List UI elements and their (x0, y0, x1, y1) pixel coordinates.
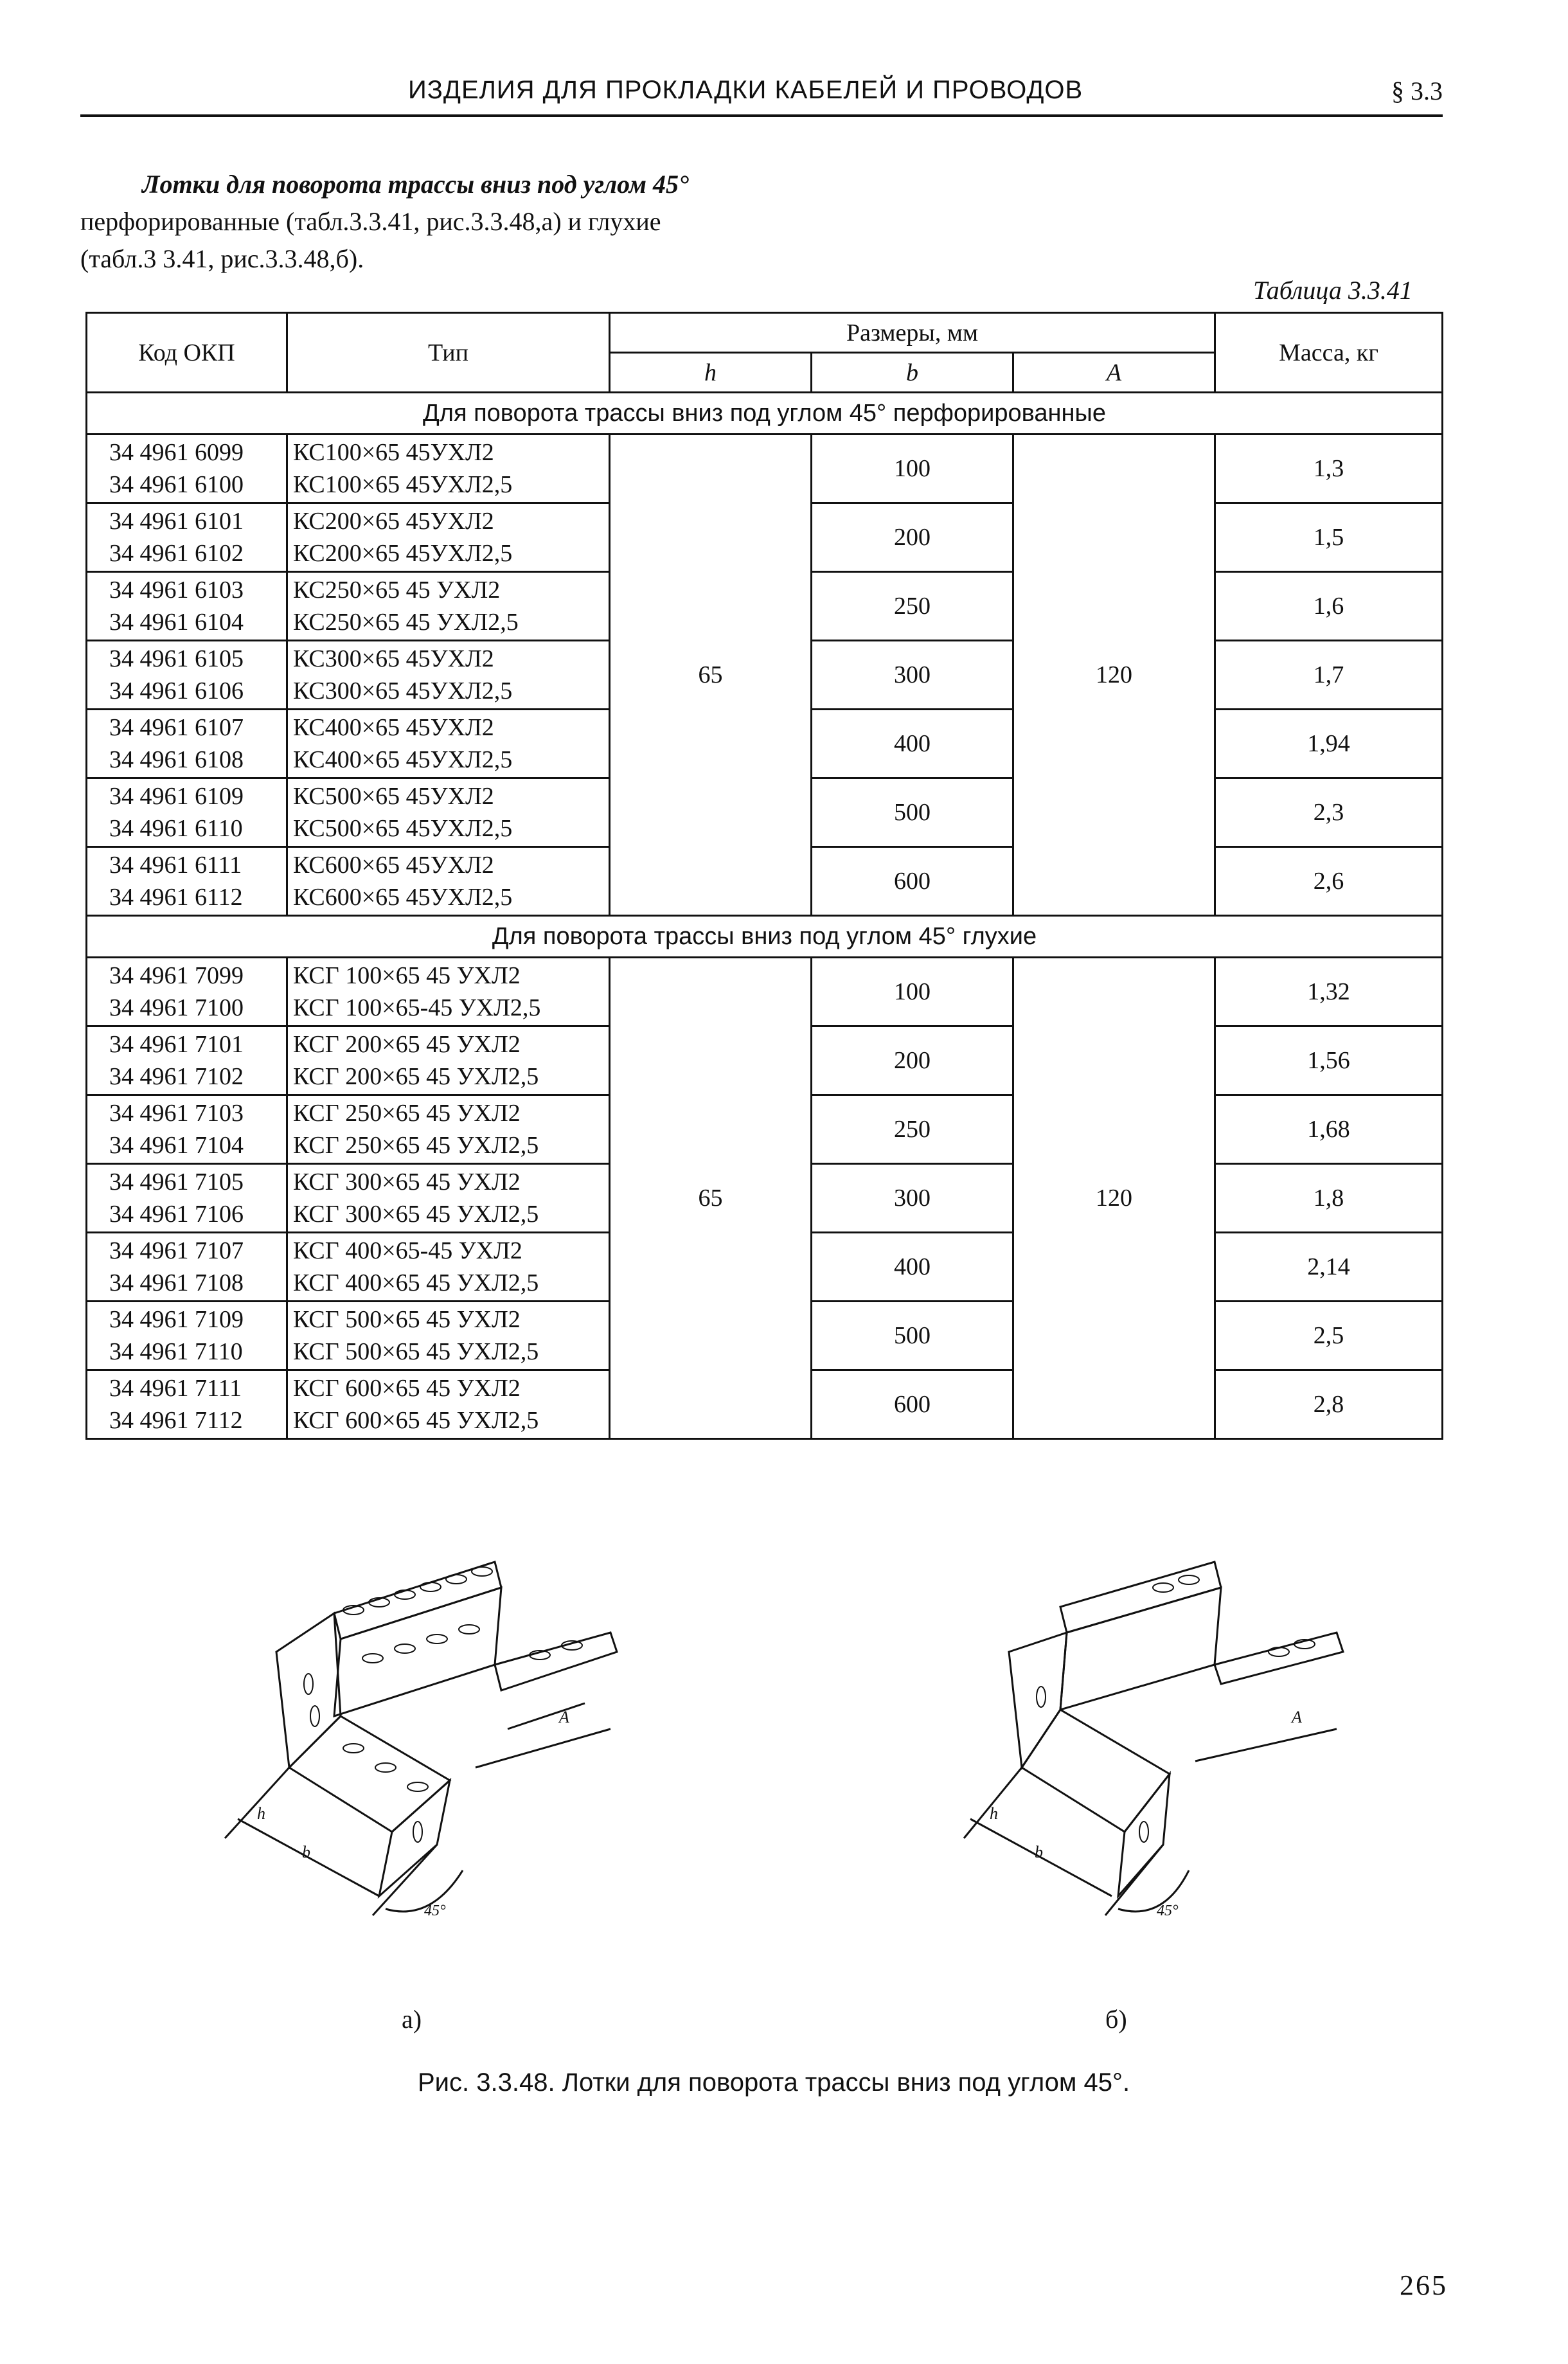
dim-b-value: 600 (812, 847, 1013, 916)
okp-code: 34 4961 6101 (109, 508, 244, 535)
okp-code-cell (87, 958, 287, 1026)
solid-tray-drawing (964, 1562, 1343, 1919)
dim-b-value: 100 (812, 958, 1013, 1026)
section-row (87, 393, 1443, 434)
type-cell (287, 1302, 610, 1370)
header-dims: Размеры, мм (610, 313, 1215, 353)
dim-b-value: 500 (812, 778, 1013, 847)
dim-b-value: 500 (812, 1302, 1013, 1370)
okp-code: 34 4961 6099 (109, 439, 244, 466)
okp-code: 34 4961 6100 (109, 471, 244, 498)
okp-code-cell (87, 1302, 287, 1370)
type-designation: КСГ 600×65 45 УХЛ2 (293, 1375, 521, 1402)
figure-label-a: а) (402, 2005, 422, 2034)
dim-b-label-b: b (1035, 1843, 1043, 1861)
okp-code-cell (87, 503, 287, 572)
okp-code: 34 4961 6103 (109, 577, 244, 604)
okp-code: 34 4961 6107 (109, 714, 244, 741)
dim-h-label-a: h (257, 1804, 265, 1823)
type-designation: КСГ 100×65-45 УХЛ2,5 (293, 994, 541, 1021)
okp-code: 34 4961 7108 (109, 1269, 244, 1296)
okp-code-cell (87, 778, 287, 847)
page-number: 265 (1400, 2270, 1448, 2301)
okp-code: 34 4961 6112 (109, 884, 243, 911)
type-designation: КСГ 250×65 45 УХЛ2,5 (293, 1132, 539, 1159)
dim-b-value: 600 (812, 1370, 1013, 1439)
table-row (87, 958, 1443, 1026)
type-designation: КС600×65 45УХЛ2,5 (293, 884, 513, 911)
type-cell (287, 847, 610, 916)
okp-code: 34 4961 7107 (109, 1237, 244, 1264)
type-cell (287, 1370, 610, 1439)
mass-value: 1,3 (1215, 434, 1443, 503)
perforated-tray-drawing (225, 1562, 617, 1919)
dim-b-value: 400 (812, 1233, 1013, 1302)
mass-value: 1,6 (1215, 572, 1443, 641)
mass-value: 2,5 (1215, 1302, 1443, 1370)
type-cell (287, 958, 610, 1026)
type-designation: КСГ 500×65 45 УХЛ2,5 (293, 1338, 539, 1365)
okp-code-cell (87, 710, 287, 778)
dim-b-label-a: b (302, 1843, 310, 1861)
mass-value: 1,32 (1215, 958, 1443, 1026)
header-h: h (610, 353, 812, 393)
dim-b-value: 300 (812, 1164, 1013, 1233)
type-designation: КС300×65 45УХЛ2 (293, 645, 494, 672)
dim-A-label-a: A (559, 1708, 569, 1726)
okp-code: 34 4961 7102 (109, 1063, 244, 1090)
intro-line-2: (табл.3 3.41, рис.3.3.48,б). (80, 244, 364, 273)
okp-code-cell (87, 641, 287, 710)
okp-code: 34 4961 7106 (109, 1201, 244, 1228)
okp-code: 34 4961 7109 (109, 1306, 244, 1333)
type-cell (287, 710, 610, 778)
okp-code: 34 4961 7100 (109, 994, 244, 1021)
type-designation: КСГ 300×65 45 УХЛ2,5 (293, 1201, 539, 1228)
okp-code-cell (87, 1370, 287, 1439)
mass-value: 2,3 (1215, 778, 1443, 847)
dim-b-value: 250 (812, 1095, 1013, 1164)
type-designation: КС500×65 45УХЛ2 (293, 783, 494, 810)
type-designation: КС300×65 45УХЛ2,5 (293, 677, 513, 704)
okp-code: 34 4961 7103 (109, 1100, 244, 1127)
type-cell (287, 572, 610, 641)
section-number: § 3.3 (1391, 76, 1443, 105)
mass-value: 1,7 (1215, 641, 1443, 710)
mass-value: 2,6 (1215, 847, 1443, 916)
angle-label-a: 45° (424, 1903, 446, 1919)
type-designation: КС250×65 45 УХЛ2 (293, 577, 501, 604)
okp-code: 34 4961 6104 (109, 609, 244, 636)
type-designation: КС600×65 45УХЛ2 (293, 852, 494, 879)
section-title: Для поворота трассы вниз под углом 45° глухие (87, 916, 1443, 958)
okp-code: 34 4961 6102 (109, 540, 244, 567)
type-cell (287, 503, 610, 572)
header-type: Тип (287, 313, 610, 393)
type-designation: КСГ 400×65-45 УХЛ2 (293, 1237, 522, 1264)
okp-code: 34 4961 6111 (109, 852, 242, 879)
mass-value: 1,5 (1215, 503, 1443, 572)
type-cell (287, 1233, 610, 1302)
dim-A-value: 120 (1013, 434, 1215, 916)
dim-h-value: 65 (610, 434, 812, 916)
dim-A-value: 120 (1013, 958, 1215, 1439)
type-designation: КСГ 400×65 45 УХЛ2,5 (293, 1269, 539, 1296)
type-designation: КСГ 300×65 45 УХЛ2 (293, 1169, 521, 1195)
type-designation: КС200×65 45УХЛ2 (293, 508, 494, 535)
mass-value: 1,8 (1215, 1164, 1443, 1233)
dim-b-value: 400 (812, 710, 1013, 778)
intro-line-1: перфорированные (табл.3.3.41, рис.3.3.48,а) и глухие (80, 207, 661, 236)
okp-code: 34 4961 7099 (109, 962, 244, 989)
type-cell (287, 1164, 610, 1233)
mass-value: 1,56 (1215, 1026, 1443, 1095)
intro-paragraph (80, 166, 774, 278)
okp-code: 34 4961 7105 (109, 1169, 244, 1195)
dim-b-value: 200 (812, 1026, 1013, 1095)
running-header-title: ИЗДЕЛИЯ ДЛЯ ПРОКЛАДКИ КАБЕЛЕЙ И ПРОВОДОВ (408, 76, 1083, 104)
type-designation: КСГ 100×65 45 УХЛ2 (293, 962, 521, 989)
okp-code-cell (87, 572, 287, 641)
type-designation: КС200×65 45УХЛ2,5 (293, 540, 513, 567)
mass-value: 2,8 (1215, 1370, 1443, 1439)
type-cell (287, 641, 610, 710)
figure-caption: Рис. 3.3.48. Лотки для поворота трассы вниз под углом 45°. (418, 2068, 1130, 2097)
section-title: Для поворота трассы вниз под углом 45° перфорированные (87, 393, 1443, 434)
okp-code: 34 4961 7112 (109, 1407, 243, 1434)
running-header (80, 76, 1443, 117)
okp-code: 34 4961 7104 (109, 1132, 244, 1159)
section-row (87, 916, 1443, 958)
tray-drawings (161, 1536, 1420, 1922)
intro-heading: Лотки для поворота трассы вниз под углом 45° (142, 170, 690, 199)
figure-3-3-48 (161, 1536, 1420, 1922)
header-A: A (1013, 353, 1215, 393)
type-designation: КС100×65 45УХЛ2 (293, 439, 494, 466)
okp-code: 34 4961 7111 (109, 1375, 242, 1402)
type-designation: КСГ 500×65 45 УХЛ2 (293, 1306, 521, 1333)
angle-label-b: 45° (1157, 1903, 1179, 1919)
table-row (87, 434, 1443, 503)
okp-code: 34 4961 7101 (109, 1031, 244, 1058)
type-designation: КСГ 200×65 45 УХЛ2,5 (293, 1063, 539, 1090)
type-designation: КС400×65 45УХЛ2 (293, 714, 494, 741)
type-designation: КСГ 600×65 45 УХЛ2,5 (293, 1407, 539, 1434)
okp-code: 34 4961 6106 (109, 677, 244, 704)
dim-h-label-b: h (990, 1804, 998, 1823)
dim-b-value: 250 (812, 572, 1013, 641)
dim-b-value: 200 (812, 503, 1013, 572)
mass-value: 1,94 (1215, 710, 1443, 778)
spec-table (85, 312, 1443, 1440)
okp-code: 34 4961 6109 (109, 783, 244, 810)
type-cell (287, 1026, 610, 1095)
table-body (87, 393, 1443, 1439)
header-mass: Масса, кг (1215, 313, 1443, 393)
okp-code-cell (87, 1026, 287, 1095)
header-code: Код ОКП (87, 313, 287, 393)
okp-code: 34 4961 6110 (109, 815, 243, 842)
dim-b-value: 100 (812, 434, 1013, 503)
type-designation: КС250×65 45 УХЛ2,5 (293, 609, 519, 636)
okp-code: 34 4961 6105 (109, 645, 244, 672)
dim-b-value: 300 (812, 641, 1013, 710)
dim-h-value: 65 (610, 958, 812, 1439)
type-cell (287, 1095, 610, 1164)
okp-code: 34 4961 7110 (109, 1338, 243, 1365)
type-designation: КСГ 250×65 45 УХЛ2 (293, 1100, 521, 1127)
type-designation: КС400×65 45УХЛ2,5 (293, 746, 513, 773)
okp-code: 34 4961 6108 (109, 746, 244, 773)
dim-A-label-b: A (1292, 1708, 1302, 1726)
type-designation: КСГ 200×65 45 УХЛ2 (293, 1031, 521, 1058)
type-cell (287, 434, 610, 503)
okp-code-cell (87, 1233, 287, 1302)
okp-code-cell (87, 847, 287, 916)
okp-code-cell (87, 1164, 287, 1233)
type-cell (287, 778, 610, 847)
table-caption: Таблица 3.3.41 (1253, 276, 1412, 305)
okp-code-cell (87, 434, 287, 503)
type-designation: КС100×65 45УХЛ2,5 (293, 471, 513, 498)
header-b: b (812, 353, 1013, 393)
type-designation: КС500×65 45УХЛ2,5 (293, 815, 513, 842)
figure-label-b: б) (1105, 2005, 1127, 2034)
mass-value: 2,14 (1215, 1233, 1443, 1302)
mass-value: 1,68 (1215, 1095, 1443, 1164)
okp-code-cell (87, 1095, 287, 1164)
